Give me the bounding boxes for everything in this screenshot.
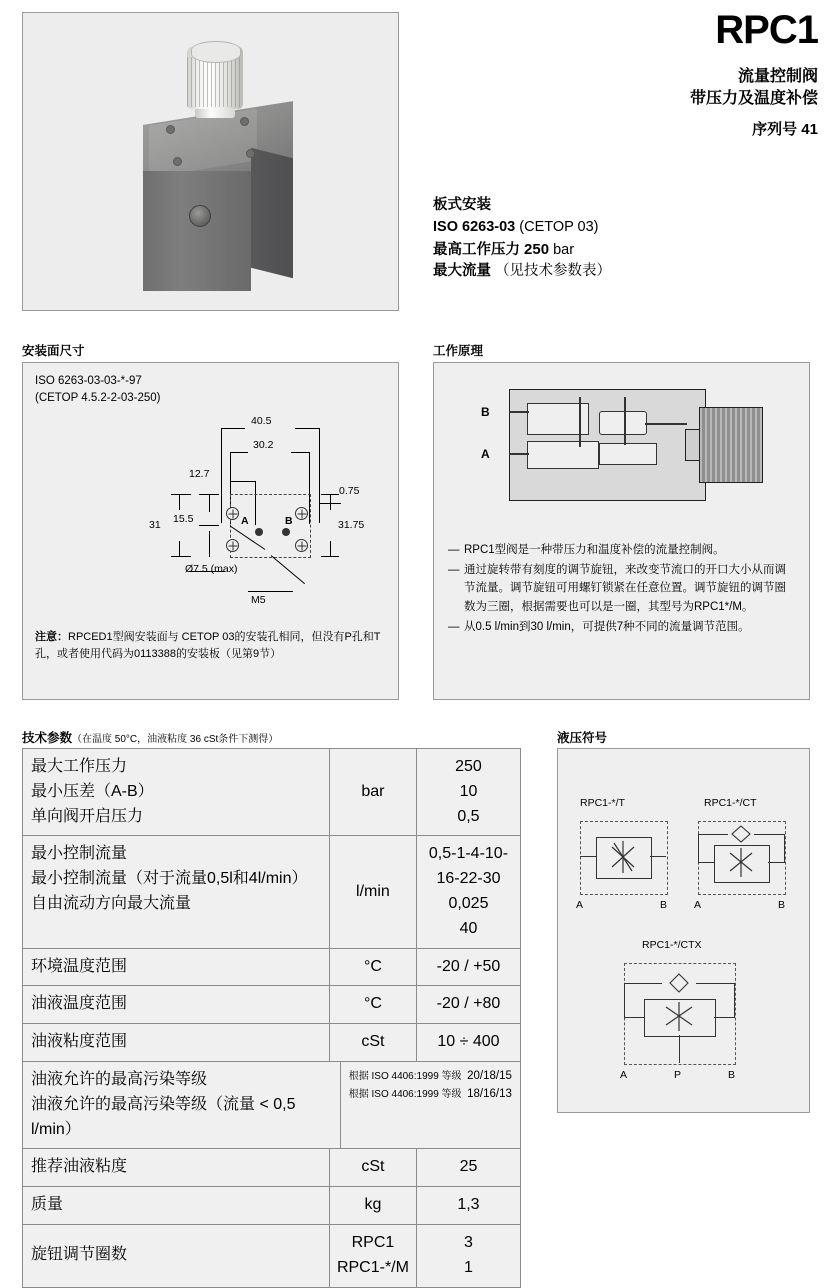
valve-compensator [599, 443, 657, 465]
spec-standard-cetop: (CETOP 03) [519, 218, 599, 235]
table-row [23, 949, 520, 987]
tech-specifications-table [22, 748, 521, 1288]
spec-pressure [433, 239, 813, 262]
table-cell-values: 0,5-1-4-10-16-22-30 0,025 40 [428, 845, 509, 937]
dim-31: 31 [149, 519, 161, 531]
knob-top [191, 41, 241, 63]
spec-standard [433, 217, 813, 239]
dim-15-5: 15.5 [173, 513, 194, 525]
table-row [23, 986, 520, 1024]
symbol-ctx-port-p: P [674, 1069, 682, 1081]
symbol-t-throttle-icon [596, 837, 650, 877]
dim-0-75: 0.75 [339, 485, 360, 497]
symbol-ct-port-b: B [778, 899, 786, 911]
principle-section-label: 工作原理 [433, 344, 484, 358]
dim-40-5: 40.5 [251, 415, 272, 427]
mounting-code-line-2: (CETOP 4.5.2-2-03-250) [35, 391, 161, 404]
table-cell-contamination: 根据 ISO 4406:1999 等级 20/18/15 根据 ISO 4406:1999 等级 18/16/13 [348, 1069, 512, 1100]
product-subtitle [420, 66, 818, 109]
valve-body-side [251, 148, 293, 278]
table-cell-unit: bar [330, 749, 417, 835]
table-cell-unit: cSt [330, 1149, 417, 1186]
table-cell-values: 10 ÷ 400 [437, 1033, 500, 1051]
table-row [23, 1149, 520, 1187]
valve-spool [599, 411, 647, 435]
spec-flow [433, 261, 813, 283]
spec-flow-value: （见技术参数表） [495, 263, 612, 280]
symbol-ct-check-valve-icon [726, 823, 756, 845]
table-cell-unit: kg [330, 1187, 417, 1224]
table-cell-names: 最小控制流量 最小控制流量（对于流量0,5l和4l/min） 自由流动方向最大流量 [23, 836, 330, 947]
valve-adjust-knob [699, 407, 763, 483]
port-a-hole [255, 528, 263, 536]
valve-photo-illustration [23, 13, 398, 310]
table-cell-names: 旋钮调节圈数 [23, 1225, 330, 1287]
principle-port-b-label: B [481, 405, 490, 419]
symbol-ctx-check-valve-icon [662, 971, 696, 995]
table-cell-unit: RPC1 RPC1-*/M [330, 1225, 417, 1287]
spec-flow-label: 最大流量 [433, 263, 491, 280]
table-cell-unit: °C [330, 986, 417, 1023]
table-cell-names: 最大工作压力 最小压差（A-B） 单向阀开启压力 [23, 749, 330, 835]
dash-icon: — [448, 544, 460, 556]
port-b-hole [282, 528, 290, 536]
dim-thread: M5 [251, 594, 266, 606]
spec-pressure-label: 最高工作压力 [433, 241, 520, 258]
screw-icon [173, 157, 182, 166]
port-label-b: B [285, 515, 293, 527]
symbol-t-port-a: A [576, 899, 584, 911]
tech-section-title: 技术参数 [22, 731, 73, 745]
screw-hole [226, 507, 239, 520]
dim-hole-diameter: Ø7.5 (max) [185, 563, 238, 575]
valve-body-front [143, 171, 251, 291]
symbol-ctx-port-a: A [620, 1069, 628, 1081]
table-cell-values: -20 / +80 [436, 995, 501, 1013]
table-cell-values: 25 [459, 1158, 478, 1176]
table-cell-values: 250 10 0,5 [455, 758, 482, 825]
table-cell-names: 油液温度范围 [23, 986, 330, 1023]
symbol-ct-port-a: A [694, 899, 702, 911]
dim-31-75: 31.75 [338, 519, 365, 531]
table-cell-unit: l/min [330, 836, 417, 947]
spec-block [433, 195, 813, 283]
principle-bullets [448, 541, 796, 637]
screw-hole [295, 507, 308, 520]
title-block [420, 10, 818, 139]
table-cell-names: 质量 [23, 1187, 330, 1224]
subtitle-line-2: 带压力及温度补偿 [689, 89, 818, 107]
table-row [23, 1225, 520, 1287]
table-row [23, 749, 520, 836]
tech-section-label [22, 728, 278, 746]
valve-chamber-lower [527, 441, 599, 469]
dim-12-7: 12.7 [189, 468, 210, 480]
principle-bullet-2: — 通过旋转带有刻度的调节旋钮，来改变节流口的开口大小从而调节流量。调节旋钮可用螺钉锁紧在任意位置。调节旋钮的调节圈数为三圈，根据需要也可以是一圈，其型号为RPC1*/M。 [448, 561, 796, 617]
table-row [23, 836, 520, 948]
principle-box [433, 362, 810, 700]
symbol-ctx-throttle-icon [644, 999, 714, 1035]
mounting-note [35, 629, 387, 662]
dash-icon: — [448, 620, 460, 633]
header [0, 0, 830, 320]
mounting-note-text: RPCED1型阀安装面与 CETOP 03的安装孔相同，但没有P孔和T孔，或者使用代码为0113388的安装板（见第9节） [35, 631, 381, 660]
principle-port-a-label: A [481, 447, 490, 461]
subtitle-line-1: 流量控制阀 [737, 68, 818, 85]
tech-section-note: （在温度 50°C，油液粘度 36 cSt条件下测得） [72, 734, 279, 745]
symbol-title-t: RPC1-*/T [580, 797, 625, 809]
mounting-drawing [23, 363, 398, 633]
page-title: RPC1 [715, 8, 818, 52]
principle-bullet-1: — RPC1型阀是一种带压力和温度补偿的流量控制阀。 [448, 541, 796, 560]
table-cell-unit: cSt [330, 1024, 417, 1061]
valve-cross-section-diagram [449, 377, 794, 517]
spec-mounting: 板式安装 [433, 197, 491, 213]
table-cell-names: 环境温度范围 [23, 949, 330, 986]
spec-pressure-value: 250 [524, 240, 550, 258]
spec-standard-code: ISO 6263-03 [433, 218, 516, 235]
screw-icon [166, 125, 175, 134]
knob-knurling [187, 57, 243, 107]
product-photo [22, 12, 399, 311]
symbol-ctx-port-b: B [728, 1069, 736, 1081]
mounting-dimensions-box [22, 362, 399, 700]
table-cell-names: 油液允许的最高污染等级 油液允许的最高污染等级（流量 < 0,5 l/min） [23, 1062, 341, 1148]
screw-hole [226, 539, 239, 552]
table-row [23, 1187, 520, 1225]
symbol-t-port-b: B [660, 899, 668, 911]
hydraulic-symbols-box [557, 748, 810, 1113]
mounting-section-label: 安装面尺寸 [22, 344, 85, 358]
mounting-note-prefix: 注意： [35, 631, 68, 643]
port-hole [189, 205, 211, 227]
dash-icon: — [448, 563, 460, 576]
symbol-title-ctx: RPC1-*/CTX [642, 939, 702, 951]
table-cell-values: 1,3 [457, 1196, 480, 1214]
spec-pressure-unit: bar [553, 241, 575, 258]
screw-icon [240, 117, 249, 126]
table-row [23, 1024, 520, 1062]
table-cell-unit: °C [330, 949, 417, 986]
screw-hole [295, 539, 308, 552]
screw-icon [246, 149, 255, 158]
dim-30-2: 30.2 [253, 439, 274, 451]
symbol-title-ct: RPC1-*/CT [704, 797, 757, 809]
table-cell-names: 推荐油液粘度 [23, 1149, 330, 1186]
principle-bullet-3: — 从0.5 l/min到30 l/min，可提供7种不同的流量调节范围。 [448, 618, 796, 637]
table-cell-names: 油液粘度范围 [23, 1024, 330, 1061]
port-label-a: A [241, 515, 249, 527]
table-row [23, 1062, 520, 1149]
symbols-section-label: 液压符号 [557, 731, 608, 745]
serial-number: 序列号 41 [752, 121, 818, 139]
mounting-code-line-1: ISO 6263-03-03-*-97 [35, 375, 142, 387]
symbol-ct-throttle-icon [714, 845, 768, 881]
table-cell-values: -20 / +50 [436, 957, 501, 975]
table-cell-values: 3 1 [464, 1233, 473, 1276]
